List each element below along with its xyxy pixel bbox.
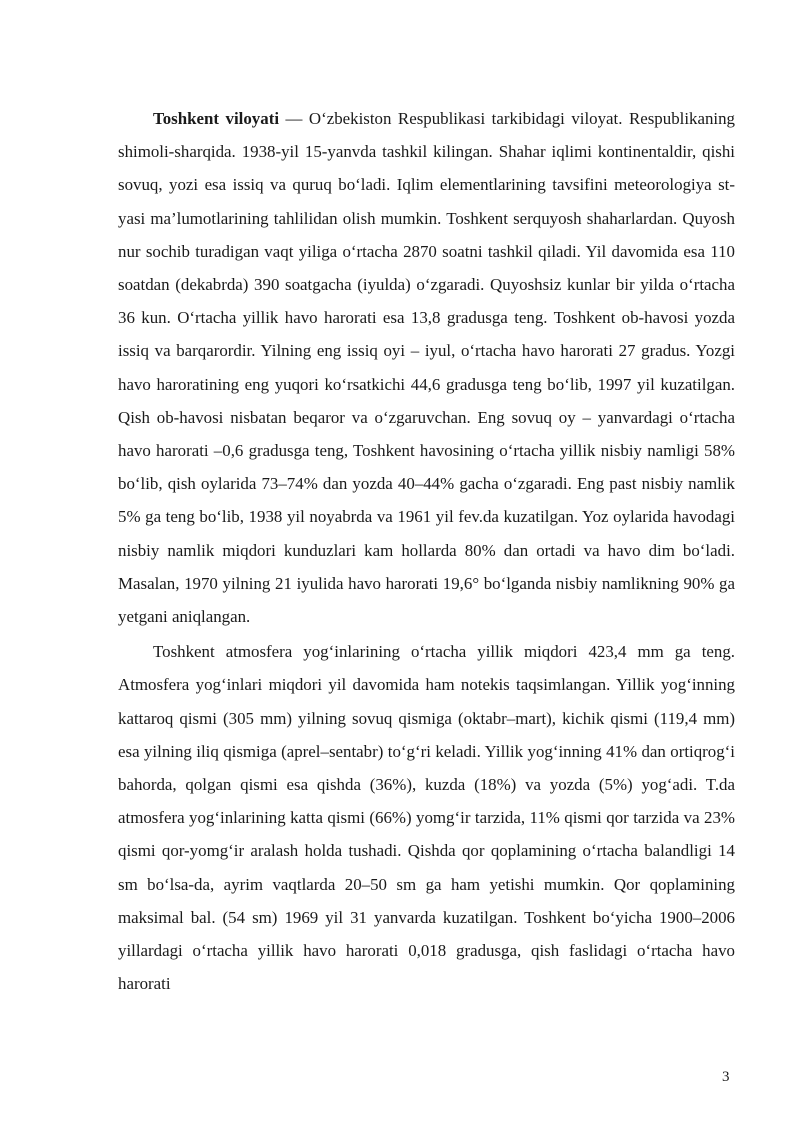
page-number: 3: [722, 1069, 730, 1085]
paragraph-precipitation: [118, 635, 735, 1000]
paragraph-toshkent-region: [118, 102, 735, 633]
paragraph-term: Toshkent viloyati: [153, 109, 280, 128]
paragraph-text: Toshkent atmosfera yog‘inlarining o‘rtacha yillik miqdori 423,4 mm ga teng. Atmosfera yog‘inlari miqdori yil davomida ham notekis taqsimlangan. Yillik yog‘inning kattaroq qismi (305 mm) yilning sovuq qismiga (oktabr–mart), kichik qismi (119,4 mm) esa yilning iliq qismiga (aprel–sentabr) to‘g‘ri keladi. Yillik yog‘inning 41% dan ortiqrog‘i bahorda, qolgan qismi esa qishda (36%), kuzda (18%) va yozda (5%) yog‘adi. T.da atmosfera yog‘inlarining katta qismi (66%) yomg‘ir tarzida, 11% qismi qor tarzida va 23% qismi qor-yomg‘ir aralash holda tushadi. Qishda qor qoplamining o‘rtacha balandligi 14 sm bo‘lsa-da, ayrim vaqtlarda 20–50 sm ga ham yetishi mumkin. Qor qoplamining maksimal bal. (54 sm) 1969 yil 31 yanvarda kuzatilgan. Toshkent bo‘yicha 1900–2006 yillardagi o‘rtacha yillik havo harorati 0,018 gradusga, qish faslidagi o‘rtacha havo harorati: [118, 642, 735, 994]
document-body: [118, 102, 735, 1000]
paragraph-text: — O‘zbekiston Respublikasi tarkibidagi viloyat. Respublikaning shimoli-sharqida. 1938-yil 15-yanvda tashkil kilingan. Shahar iqlimi kontinentaldir, qishi sovuq, yozi esa issiq va quruq bo‘ladi. Iqlim elementlarining tavsifini meteorologiya st-yasi ma’lumotlarining tahlilidan olish mumkin. Toshkent serquyosh shaharlardan. Quyosh nur sochib turadigan vaqt yiliga o‘rtacha 2870 soatni tashkil qiladi. Yil davomida esa 110 soatdan (dekabrda) 390 soatgacha (iyulda) o‘zgaradi. Quyoshsiz kunlar bir yilda o‘rtacha 36 kun. O‘rtacha yillik havo harorati esa 13,8 gradusga teng. Toshkent ob-havosi yozda issiq va barqarordir. Yilning eng issiq oyi – iyul, o‘rtacha havo harorati 27 gradus. Yozgi havo haroratining eng yuqori ko‘rsatkichi 44,6 gradusga teng bo‘lib, 1997 yil kuzatilgan. Qish ob-havosi nisbatan beqaror va o‘zgaruvchan. Eng sovuq oy – yanvardagi o‘rtacha havo harorati –0,6 gradusga teng, Toshkent havosining o‘rtacha yillik nisbiy namligi 58% bo‘lib, qish oylarida 73–74% dan yozda 40–44% gacha o‘zgaradi. Eng past nisbiy namlik 5% ga teng bo‘lib, 1938 yil noyabrda va 1961 yil fev.da kuzatilgan. Yoz oylarida havodagi nisbiy namlik miqdori kunduzlari kam hollarda 80% dan ortadi va havo dim bo‘ladi. Masalan, 1970 yilning 21 iyulida havo harorati 19,6° bo‘lganda nisbiy namlikning 90% ga yetgani aniqlangan.: [118, 109, 735, 627]
